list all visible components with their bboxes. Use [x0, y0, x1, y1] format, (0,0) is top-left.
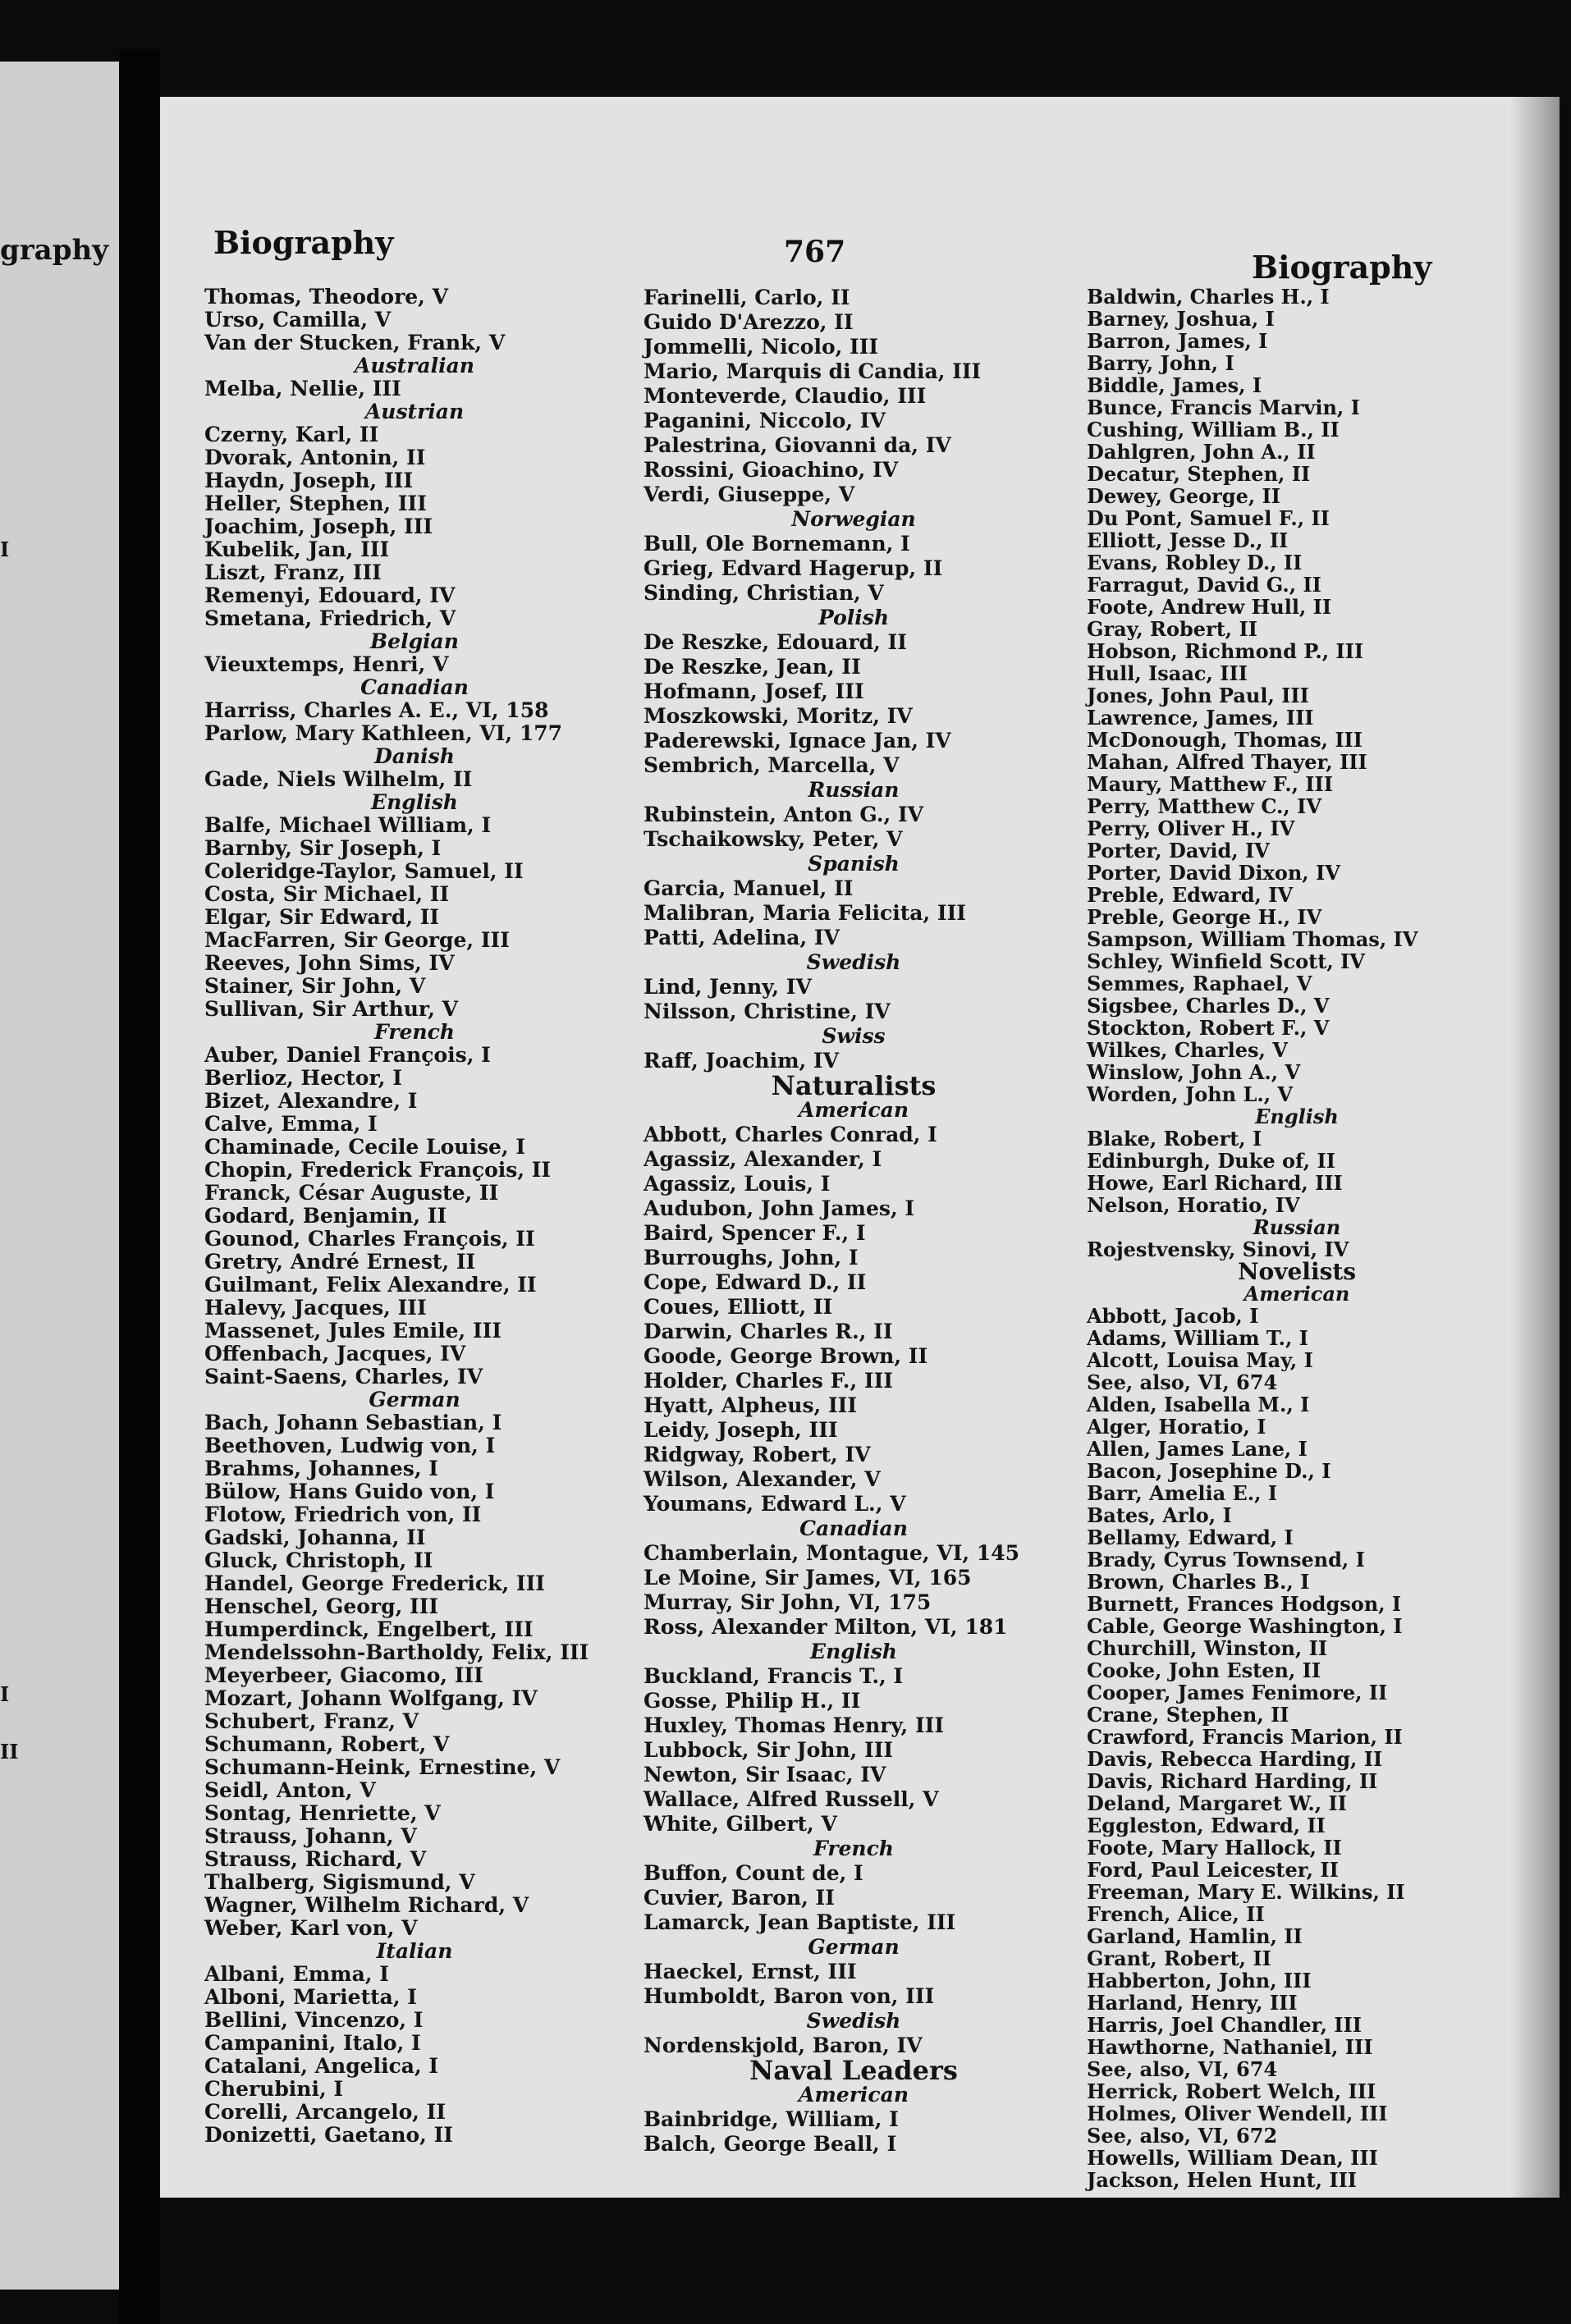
nationality-subheading: Italian [376, 1940, 453, 1963]
index-entry: Churchill, Winston, II [1087, 1637, 1328, 1659]
index-entry: Le Moine, Sir James, VI, 165 [644, 1566, 972, 1590]
index-entry: Blake, Robert, I [1087, 1128, 1262, 1150]
nationality-subheading: Russian [808, 778, 900, 802]
nationality-subheading: English [1255, 1105, 1339, 1128]
index-entry: Liszt, Franz, III [204, 561, 382, 584]
index-entry: Maury, Matthew F., III [1087, 773, 1333, 795]
index-entry: Agassiz, Alexander, I [644, 1147, 882, 1171]
index-entry: Garcia, Manuel, II [644, 876, 854, 900]
index-entry: Sigsbee, Charles D., V [1087, 995, 1330, 1017]
index-entry: Guilmant, Felix Alexandre, II [204, 1274, 537, 1297]
index-entry: Van der Stucken, Frank, V [204, 332, 506, 355]
index-entry: Crane, Stephen, II [1087, 1704, 1289, 1726]
index-entry: Abbott, Jacob, I [1087, 1305, 1259, 1327]
index-entry: Joachim, Joseph, III [204, 515, 433, 538]
index-entry: Gretry, André Ernest, II [204, 1251, 476, 1274]
index-entry: Ford, Paul Leicester, II [1087, 1859, 1339, 1881]
facing-page-edge [0, 62, 119, 2290]
index-entry: Cable, George Washington, I [1087, 1615, 1403, 1637]
index-entry: Schumann, Robert, V [204, 1733, 450, 1756]
nationality-subheading: German [808, 1935, 900, 1959]
index-entry: Paganini, Niccolo, IV [644, 409, 886, 432]
index-entry: Thalberg, Sigismund, V [204, 1871, 475, 1894]
index-entry: Gluck, Christoph, II [204, 1549, 433, 1572]
index-entry: Dvorak, Antonin, II [204, 446, 426, 469]
index-entry: Sinding, Christian, V [644, 581, 884, 605]
index-entry: Offenbach, Jacques, IV [204, 1343, 466, 1366]
index-entry: Brady, Cyrus Townsend, I [1087, 1549, 1365, 1571]
index-entry: Handel, George Frederick, III [204, 1572, 545, 1595]
index-entry: Barry, John, I [1087, 352, 1234, 374]
index-entry: Campanini, Italo, I [204, 2032, 421, 2055]
index-entry: Audubon, John James, I [644, 1196, 915, 1220]
index-entry: See, also, VI, 674 [1087, 2058, 1278, 2080]
nationality-subheading: American [798, 1098, 909, 1122]
index-entry: Buffon, Count de, I [644, 1861, 863, 1885]
index-entry: Agassiz, Louis, I [644, 1172, 831, 1196]
index-entry: Balch, George Beall, I [644, 2132, 897, 2156]
nationality-subheading: German [369, 1388, 460, 1411]
index-entry: Thomas, Theodore, V [204, 286, 448, 309]
nationality-subheading: English [810, 1640, 897, 1663]
index-entry: Brown, Charles B., I [1087, 1571, 1310, 1593]
index-entry: Paderewski, Ignace Jan, IV [644, 729, 951, 753]
index-entry: Porter, David Dixon, IV [1087, 862, 1340, 884]
nationality-subheading: Canadian [360, 676, 469, 699]
index-entry: Stockton, Robert F., V [1087, 1017, 1330, 1039]
index-entry: Bacon, Josephine D., I [1087, 1460, 1331, 1482]
index-entry: Winslow, John A., V [1087, 1061, 1301, 1083]
index-entry: McDonough, Thomas, III [1087, 729, 1363, 751]
facing-page-fragment: II [0, 1740, 19, 1764]
index-entry: Palestrina, Giovanni da, IV [644, 433, 951, 457]
index-entry: Decatur, Stephen, II [1087, 463, 1311, 485]
index-entry: Worden, John L., V [1087, 1083, 1294, 1105]
index-entry: Porter, David, IV [1087, 839, 1270, 862]
nationality-subheading: French [374, 1021, 455, 1044]
index-entry: Preble, George H., IV [1087, 906, 1322, 928]
index-entry: Lind, Jenny, IV [644, 975, 812, 999]
index-entry: Hyatt, Alpheus, III [644, 1393, 858, 1417]
index-entry: Huxley, Thomas Henry, III [644, 1713, 945, 1737]
section-heading: Novelists [1237, 1260, 1357, 1283]
index-entry: Alger, Horatio, I [1087, 1416, 1266, 1438]
index-entry: Heller, Stephen, III [204, 492, 427, 515]
index-column-1 [201, 286, 628, 2147]
nationality-subheading: Swiss [822, 1024, 886, 1048]
index-entry: Davis, Richard Harding, II [1087, 1770, 1378, 1792]
index-entry: Catalani, Angelica, I [204, 2055, 439, 2078]
nationality-subheading: American [1244, 1283, 1350, 1305]
index-entry: Massenet, Jules Emile, III [204, 1320, 502, 1343]
index-entry: Dewey, George, II [1087, 485, 1281, 507]
index-entry: Bülow, Hans Guido von, I [204, 1480, 495, 1503]
index-entry: Patti, Adelina, IV [644, 926, 840, 949]
index-entry: Sullivan, Sir Arthur, V [204, 998, 459, 1021]
index-entry: Garland, Hamlin, II [1087, 1925, 1303, 1947]
index-entry: Ross, Alexander Milton, VI, 181 [644, 1615, 1008, 1639]
index-entry: Beethoven, Ludwig von, I [204, 1434, 496, 1457]
index-entry: Hawthorne, Nathaniel, III [1087, 2036, 1373, 2058]
index-entry: Alden, Isabella M., I [1087, 1393, 1310, 1416]
index-entry: Cuvier, Baron, II [644, 1886, 835, 1910]
index-entry: Sampson, William Thomas, IV [1087, 928, 1418, 950]
index-entry: Parlow, Mary Kathleen, VI, 177 [204, 722, 563, 745]
index-entry: Deland, Margaret W., II [1087, 1792, 1347, 1814]
nationality-subheading: Swedish [806, 950, 901, 974]
index-entry: Rubinstein, Anton G., IV [644, 803, 924, 826]
index-entry: Buckland, Francis T., I [644, 1664, 904, 1688]
index-entry: Gosse, Philip H., II [644, 1689, 861, 1713]
index-entry: Humboldt, Baron von, III [644, 1984, 935, 2008]
index-entry: Nordenskjold, Baron, IV [644, 2034, 923, 2057]
index-entry: Bach, Johann Sebastian, I [204, 1411, 502, 1434]
index-entry: Sembrich, Marcella, V [644, 753, 900, 777]
index-entry: Nelson, Horatio, IV [1087, 1194, 1300, 1216]
index-entry: Cooke, John Esten, II [1087, 1659, 1321, 1681]
index-entry: Cushing, William B., II [1087, 419, 1340, 441]
index-entry: Barnby, Sir Joseph, I [204, 837, 442, 860]
index-entry: Franck, César Auguste, II [204, 1182, 499, 1205]
facing-page-fragment: I [0, 538, 10, 561]
index-entry: Stainer, Sir John, V [204, 975, 426, 998]
index-entry: Cope, Edward D., II [644, 1270, 867, 1294]
index-entry: Schubert, Franz, V [204, 1710, 419, 1733]
index-entry: Habberton, John, III [1087, 1969, 1312, 1992]
index-entry: Halevy, Jacques, III [204, 1297, 427, 1320]
index-entry: Holder, Charles F., III [644, 1369, 893, 1393]
section-heading: Naturalists [771, 1073, 937, 1098]
index-entry: White, Gilbert, V [644, 1812, 837, 1836]
index-entry: Reeves, John Sims, IV [204, 952, 455, 975]
index-entry: Foote, Mary Hallock, II [1087, 1837, 1342, 1859]
nationality-subheading: Australian [355, 355, 474, 377]
index-entry: De Reszke, Jean, II [644, 655, 861, 679]
index-entry: Gade, Niels Wilhelm, II [204, 768, 473, 791]
index-entry: De Reszke, Edouard, II [644, 630, 907, 654]
index-entry: Gounod, Charles François, II [204, 1228, 535, 1251]
index-entry: See, also, VI, 674 [1087, 1371, 1278, 1393]
index-entry: Strauss, Richard, V [204, 1848, 427, 1871]
index-entry: Dahlgren, John A., II [1087, 441, 1316, 463]
index-entry: Humperdinck, Engelbert, III [204, 1618, 534, 1641]
index-entry: Meyerbeer, Giacomo, III [204, 1664, 483, 1687]
index-entry: Remenyi, Edouard, IV [204, 584, 456, 607]
index-entry: Berlioz, Hector, I [204, 1067, 402, 1090]
index-page [160, 97, 1560, 2198]
index-entry: Adams, William T., I [1087, 1327, 1308, 1349]
index-entry: Herrick, Robert Welch, III [1087, 2080, 1376, 2102]
nationality-subheading: English [371, 791, 458, 814]
index-entry: Bellini, Vincenzo, I [204, 2009, 424, 2032]
index-entry: Moszkowski, Moritz, IV [644, 704, 913, 728]
index-entry: French, Alice, II [1087, 1903, 1265, 1925]
index-entry: Grieg, Edvard Hagerup, II [644, 556, 943, 580]
nationality-subheading: Austrian [364, 400, 465, 423]
index-entry: Howe, Earl Richard, III [1087, 1172, 1343, 1194]
nationality-subheading: Belgian [370, 630, 459, 653]
index-entry: Rojestvensky, Sinovi, IV [1087, 1238, 1349, 1260]
facing-page-fragment: I [0, 1682, 10, 1706]
index-entry: Auber, Daniel François, I [204, 1044, 491, 1067]
index-entry: Du Pont, Samuel F., II [1087, 507, 1330, 529]
index-entry: Saint-Saens, Charles, IV [204, 1366, 483, 1388]
index-entry: Sontag, Henriette, V [204, 1802, 441, 1825]
index-entry: Corelli, Arcangelo, II [204, 2101, 447, 2124]
index-entry: Alcott, Louisa May, I [1087, 1349, 1313, 1371]
page-number: 767 [784, 235, 846, 269]
index-entry: Balfe, Michael William, I [204, 814, 492, 837]
index-entry: Mozart, Johann Wolfgang, IV [204, 1687, 538, 1710]
index-entry: Darwin, Charles R., II [644, 1320, 893, 1343]
section-heading: Naval Leaders [749, 2058, 958, 2083]
index-entry: Coleridge-Taylor, Samuel, II [204, 860, 524, 883]
index-entry: Semmes, Raphael, V [1087, 972, 1312, 995]
index-entry: Albani, Emma, I [204, 1963, 389, 1986]
index-entry: Mendelssohn-Bartholdy, Felix, III [204, 1641, 589, 1664]
index-entry: Burnett, Frances Hodgson, I [1087, 1593, 1402, 1615]
index-entry: Cooper, James Fenimore, II [1087, 1681, 1388, 1704]
index-entry: Henschel, Georg, III [204, 1595, 439, 1618]
index-entry: Davis, Rebecca Harding, II [1087, 1748, 1383, 1770]
index-entry: Hull, Isaac, III [1087, 662, 1248, 684]
index-entry: Smetana, Friedrich, V [204, 607, 456, 630]
index-entry: Holmes, Oliver Wendell, III [1087, 2102, 1388, 2125]
index-entry: Cherubini, I [204, 2078, 344, 2101]
index-entry: Coues, Elliott, II [644, 1295, 833, 1319]
nationality-subheading: Danish [374, 745, 455, 768]
index-entry: Bull, Ole Bornemann, I [644, 532, 910, 556]
index-entry: Urso, Camilla, V [204, 309, 392, 332]
index-entry: Guido D'Arezzo, II [644, 310, 854, 334]
index-entry: Grant, Robert, II [1087, 1947, 1271, 1969]
index-column-3 [1083, 286, 1510, 2191]
index-entry: Bainbridge, William, I [644, 2107, 899, 2131]
index-entry: Baldwin, Charles H., I [1087, 286, 1330, 308]
index-entry: Verdi, Giuseppe, V [644, 483, 855, 506]
index-entry: Mahan, Alfred Thayer, III [1087, 751, 1367, 773]
index-entry: Schley, Winfield Scott, IV [1087, 950, 1365, 972]
index-entry: Barr, Amelia E., I [1087, 1482, 1278, 1504]
index-entry: Allen, James Lane, I [1087, 1438, 1308, 1460]
nationality-subheading: Spanish [808, 852, 900, 876]
index-entry: Elgar, Sir Edward, II [204, 906, 440, 929]
index-entry: Alboni, Marietta, I [204, 1986, 417, 2009]
index-entry: Lubbock, Sir John, III [644, 1738, 894, 1762]
running-head-left: Biography [213, 224, 394, 261]
index-entry: Harriss, Charles A. E., VI, 158 [204, 699, 549, 722]
index-entry: Howells, William Dean, III [1087, 2147, 1378, 2169]
index-entry: Costa, Sir Michael, II [204, 883, 450, 906]
index-entry: Kubelik, Jan, III [204, 538, 390, 561]
index-entry: Haeckel, Ernst, III [644, 1960, 857, 1983]
facing-page-fragment: graphy [0, 234, 108, 267]
nationality-subheading: Swedish [806, 2009, 901, 2033]
index-entry: Jones, John Paul, III [1087, 684, 1309, 707]
index-entry: Preble, Edward, IV [1087, 884, 1294, 906]
index-entry: Wilson, Alexander, V [644, 1467, 881, 1491]
index-entry: Godard, Benjamin, II [204, 1205, 447, 1228]
index-entry: Gadski, Johanna, II [204, 1526, 426, 1549]
index-entry: Youmans, Edward L., V [644, 1492, 906, 1516]
index-entry: Leidy, Joseph, III [644, 1418, 838, 1442]
nationality-subheading: Russian [1253, 1216, 1341, 1238]
index-entry: Jackson, Helen Hunt, III [1087, 2169, 1358, 2191]
index-entry: Bizet, Alexandre, I [204, 1090, 418, 1113]
index-entry: Lamarck, Jean Baptiste, III [644, 1910, 956, 1934]
index-entry: Malibran, Maria Felicita, III [644, 901, 966, 925]
index-entry: Chamberlain, Montague, VI, 145 [644, 1541, 1019, 1565]
index-entry: Gray, Robert, II [1087, 618, 1257, 640]
nationality-subheading: Polish [818, 606, 890, 629]
index-entry: Evans, Robley D., II [1087, 551, 1303, 574]
index-entry: Goode, George Brown, II [644, 1344, 928, 1368]
index-entry: Bunce, Francis Marvin, I [1087, 396, 1360, 419]
nationality-subheading: American [798, 2083, 909, 2107]
index-column-2 [640, 286, 1067, 2157]
index-entry: Burroughs, John, I [644, 1246, 859, 1270]
index-entry: Harland, Henry, III [1087, 1992, 1298, 2014]
index-entry: Monteverde, Claudio, III [644, 384, 927, 408]
index-entry: Biddle, James, I [1087, 374, 1262, 396]
running-head-right: Biography [1252, 249, 1432, 286]
index-entry: Calve, Emma, I [204, 1113, 378, 1136]
index-entry: Schumann-Heink, Ernestine, V [204, 1756, 561, 1779]
index-entry: MacFarren, Sir George, III [204, 929, 510, 952]
index-entry: Wallace, Alfred Russell, V [644, 1787, 939, 1811]
index-entry: Ridgway, Robert, IV [644, 1443, 871, 1466]
index-entry: Barney, Joshua, I [1087, 308, 1275, 330]
index-entry: Bellamy, Edward, I [1087, 1526, 1294, 1549]
index-entry: Czerny, Karl, II [204, 423, 379, 446]
index-entry: Mario, Marquis di Candia, III [644, 359, 982, 383]
index-entry: Newton, Sir Isaac, IV [644, 1763, 886, 1786]
index-entry: Vieuxtemps, Henri, V [204, 653, 449, 676]
index-entry: Hobson, Richmond P., III [1087, 640, 1364, 662]
index-entry: Raff, Joachim, IV [644, 1049, 840, 1073]
index-entry: Bates, Arlo, I [1087, 1504, 1232, 1526]
index-entry: Edinburgh, Duke of, II [1087, 1150, 1335, 1172]
index-entry: Donizetti, Gaetano, II [204, 2124, 453, 2147]
index-entry: See, also, VI, 672 [1087, 2125, 1278, 2147]
index-entry: Jommelli, Nicolo, III [644, 335, 879, 359]
index-entry: Harris, Joel Chandler, III [1087, 2014, 1362, 2036]
index-entry: Freeman, Mary E. Wilkins, II [1087, 1881, 1405, 1903]
index-entry: Chaminade, Cecile Louise, I [204, 1136, 526, 1159]
index-entry: Melba, Nellie, III [204, 377, 401, 400]
index-entry: Baird, Spencer F., I [644, 1221, 866, 1245]
index-entry: Strauss, Johann, V [204, 1825, 417, 1848]
index-entry: Brahms, Johannes, I [204, 1457, 438, 1480]
index-entry: Perry, Matthew C., IV [1087, 795, 1321, 817]
index-entry: Elliott, Jesse D., II [1087, 529, 1289, 551]
index-entry: Eggleston, Edward, II [1087, 1814, 1326, 1837]
nationality-subheading: Canadian [799, 1517, 908, 1540]
book-gutter [119, 49, 160, 2324]
index-entry: Rossini, Gioachino, IV [644, 458, 899, 482]
index-entry: Flotow, Friedrich von, II [204, 1503, 482, 1526]
index-entry: Nilsson, Christine, IV [644, 1000, 891, 1023]
index-entry: Crawford, Francis Marion, II [1087, 1726, 1403, 1748]
index-entry: Tschaikowsky, Peter, V [644, 827, 903, 851]
index-entry: Haydn, Joseph, III [204, 469, 414, 492]
index-entry: Foote, Andrew Hull, II [1087, 596, 1332, 618]
index-entry: Farinelli, Carlo, II [644, 286, 850, 309]
nationality-subheading: French [813, 1837, 894, 1860]
nationality-subheading: Norwegian [791, 507, 916, 531]
index-entry: Murray, Sir John, VI, 175 [644, 1590, 932, 1614]
index-entry: Seidl, Anton, V [204, 1779, 376, 1802]
index-entry: Hofmann, Josef, III [644, 679, 864, 703]
index-entry: Abbott, Charles Conrad, I [644, 1123, 937, 1146]
index-entry: Wagner, Wilhelm Richard, V [204, 1894, 529, 1917]
index-entry: Chopin, Frederick François, II [204, 1159, 552, 1182]
index-entry: Perry, Oliver H., IV [1087, 817, 1295, 839]
index-entry: Farragut, David G., II [1087, 574, 1321, 596]
index-entry: Weber, Karl von, V [204, 1917, 418, 1940]
index-entry: Barron, James, I [1087, 330, 1268, 352]
index-entry: Wilkes, Charles, V [1087, 1039, 1288, 1061]
index-entry: Lawrence, James, III [1087, 707, 1314, 729]
